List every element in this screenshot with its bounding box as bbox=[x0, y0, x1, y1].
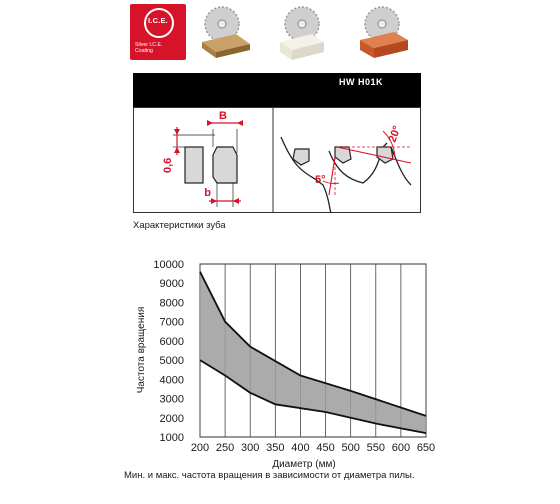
chart-footnote: Мин. и макс. частота вращения в зависимости от диаметра пилы. bbox=[124, 470, 415, 481]
badge-subtitle-line2: Coating bbox=[135, 48, 153, 54]
rpm-chart bbox=[120, 255, 440, 470]
x-tick-labels bbox=[191, 442, 435, 454]
x-tick-label: 450 bbox=[316, 442, 335, 454]
y-tick-label: 7000 bbox=[159, 316, 184, 329]
tooth-body-right bbox=[213, 147, 237, 183]
wood-material-icon bbox=[202, 7, 250, 58]
label-B: B bbox=[219, 110, 227, 122]
x-tick-label: 200 bbox=[190, 442, 210, 454]
label-angle-bottom: 5° bbox=[315, 174, 326, 186]
x-tick-label: 300 bbox=[241, 442, 260, 454]
x-tick-label: 400 bbox=[291, 442, 310, 454]
label-height: 0,6 bbox=[162, 157, 174, 173]
y-tick-label: 10000 bbox=[153, 259, 184, 271]
y-tick-label: 3000 bbox=[159, 393, 184, 406]
x-tick-label: 500 bbox=[341, 442, 360, 454]
y-tick-label: 5000 bbox=[159, 355, 184, 368]
y-tick-label: 4000 bbox=[159, 374, 184, 387]
ice-logo-text: I.C.E. bbox=[148, 16, 168, 25]
plastic-material-icon bbox=[280, 7, 324, 60]
tooth-tip-3 bbox=[377, 147, 393, 163]
tooth-profile bbox=[281, 124, 411, 213]
bottom-angle-line bbox=[329, 157, 335, 195]
y-tick-label: 6000 bbox=[159, 335, 184, 348]
product-header bbox=[133, 73, 421, 107]
x-tick-label: 600 bbox=[391, 442, 411, 454]
material-icons bbox=[196, 4, 426, 60]
x-tick-label: 550 bbox=[366, 442, 385, 454]
label-b: b bbox=[204, 187, 211, 199]
y-tick-label: 8000 bbox=[159, 297, 184, 310]
tooth-diagram bbox=[133, 107, 421, 213]
tooth-body-left bbox=[185, 147, 203, 183]
tooth-diagram-panel bbox=[133, 107, 421, 213]
y-tick-labels bbox=[153, 259, 184, 444]
y-axis-label: Частота вращения bbox=[136, 306, 147, 394]
x-tick-label: 350 bbox=[266, 442, 285, 454]
x-axis-label: Диаметр (мм) bbox=[272, 459, 336, 470]
label-angle-top: 20° bbox=[386, 124, 404, 145]
brick-material-icon bbox=[360, 7, 408, 58]
y-tick-label: 1000 bbox=[159, 432, 184, 444]
x-tick-label: 650 bbox=[416, 442, 436, 454]
product-code: HW H01K bbox=[338, 77, 383, 87]
tooth-cross-section bbox=[162, 110, 243, 207]
x-tick-label: 250 bbox=[215, 442, 235, 454]
badge-subtitle bbox=[135, 42, 162, 54]
badge-subtitle-line1: Silver I.C.E. bbox=[135, 42, 163, 48]
y-tick-label: 2000 bbox=[159, 412, 184, 425]
ice-coating-badge bbox=[130, 4, 186, 60]
y-tick-label: 9000 bbox=[159, 278, 184, 291]
tooth-caption: Характеристики зуба bbox=[133, 220, 226, 231]
